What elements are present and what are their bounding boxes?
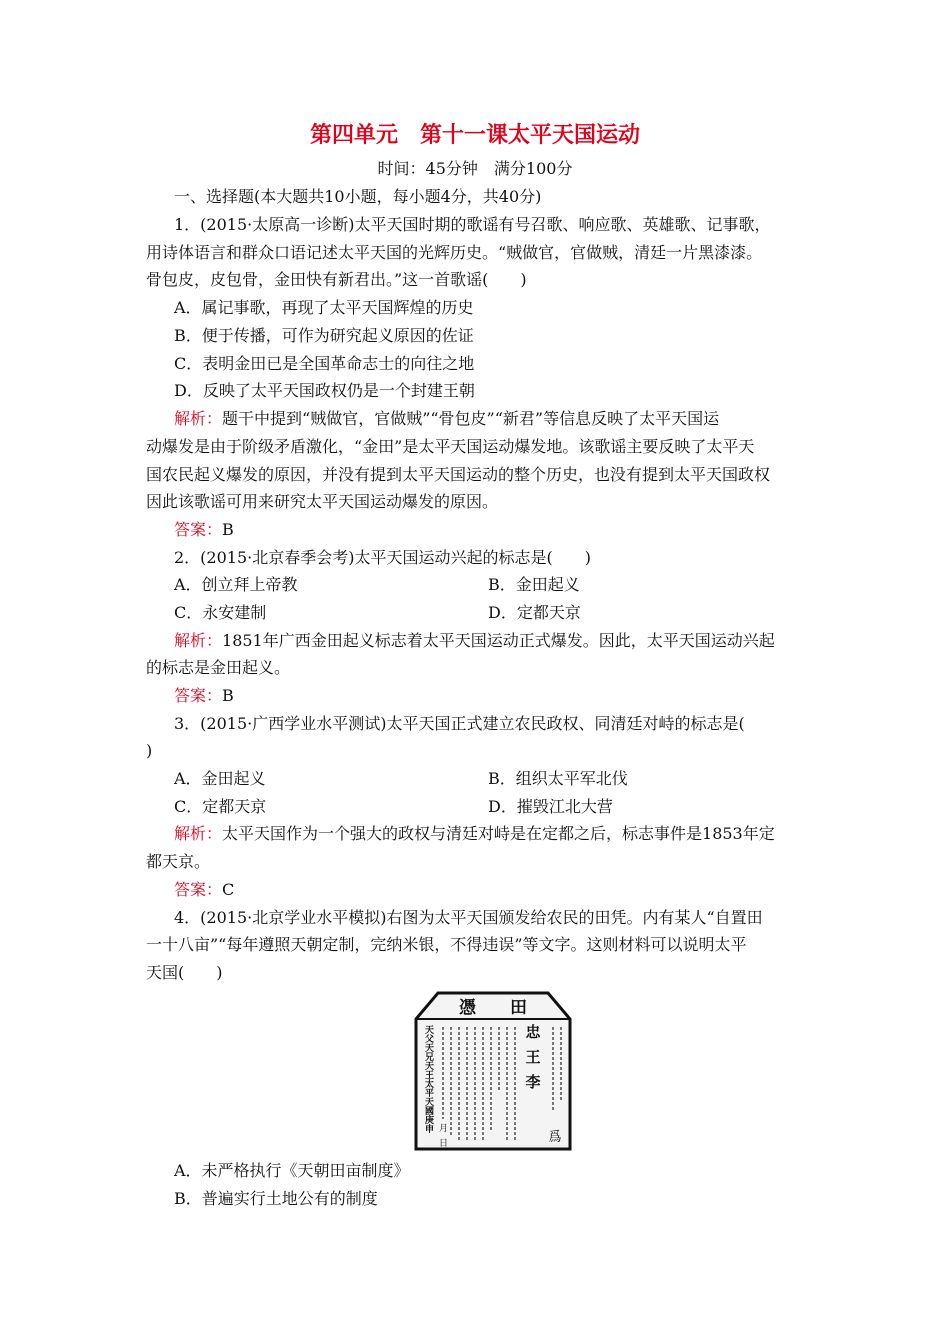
option-d: D．定都天京 [488, 603, 581, 622]
option-b: B．普遍实行土地公有的制度 [174, 1189, 378, 1208]
certificate-day: 日 [439, 1139, 449, 1149]
question-text: 3．(2015·广西学业水平测试)太平天国正式建立农民政权、同清廷对峙的标志是( [174, 714, 745, 733]
question-text: 4．(2015·北京学业水平模拟)右图为太平天国颁发给农民的田凭。内有某人“自置田 [174, 908, 763, 927]
page-subtitle: 时间：45分钟 满分100分 [377, 159, 573, 178]
question-text: 天国( ) [146, 963, 223, 982]
certificate-seal-char: 爲 [548, 1130, 562, 1145]
option-c: C．定都天京 [174, 797, 267, 816]
question-text: 2．(2015·北京春季会考)太平天国运动兴起的标志是( ) [174, 548, 591, 567]
option-b: B．金田起义 [488, 575, 580, 594]
answer-line [174, 879, 234, 901]
option-a: A．属记事歌，再现了太平天国辉煌的历史 [174, 298, 474, 317]
analysis-text: 的标志是金田起义。 [146, 658, 291, 677]
question-text: 1．(2015·太原高一诊断)太平天国时期的歌谣有号召歌、响应歌、英雄歌、记事歌， [174, 215, 771, 234]
analysis-line [174, 408, 719, 430]
answer-value: C [222, 880, 235, 899]
option-b: B．组织太平军北伐 [488, 769, 628, 788]
certificate-issuer: 忠王李 [525, 1023, 541, 1091]
option-a: A．未严格执行《天朝田亩制度》 [174, 1161, 410, 1180]
option-c: C．永安建制 [174, 603, 267, 622]
certificate-header: 憑 田 [459, 998, 527, 1018]
question-text: 用诗体语言和群众口语记述太平天国的光辉历史。“贼做官，官做贼，清廷一片黑漆漆。 [146, 243, 763, 262]
analysis-label: 解析： [174, 824, 223, 843]
analysis-line [174, 823, 775, 845]
answer-line [174, 519, 234, 541]
option-c: C．表明金田已是全国革命志士的向往之地 [174, 354, 475, 373]
analysis-text: 国农民起义爆发的原因，并没有提到太平天国运动的整个历史，也没有提到太平天国政权 [146, 465, 771, 484]
analysis-text: 动爆发是由于阶级矛盾激化，“金田”是太平天国运动爆发地。该歌谣主要反映了太平天 [146, 437, 755, 456]
option-d: D．摧毁江北大营 [488, 797, 613, 816]
answer-line [174, 685, 234, 707]
certificate-date-column: 天父天兄天王太平天國庚申 [425, 1026, 435, 1135]
option-a: A．创立拜上帝教 [174, 575, 298, 594]
answer-label: 答案： [174, 880, 223, 899]
option-b: B．便于传播，可作为研究起义原因的佐证 [174, 326, 474, 345]
question-text: 一十八亩”“每年遵照天朝定制，完纳米银，不得违误”等文字。这则材料可以说明太平 [146, 935, 747, 954]
analysis-text: 题干中提到“贼做官，官做贼”“骨包皮”“新君”等信息反映了太平天国运 [222, 409, 720, 428]
certificate-month: 月 [439, 1124, 449, 1134]
question-text: ) [146, 741, 153, 760]
land-certificate-image [413, 991, 573, 1151]
analysis-line [174, 630, 775, 652]
answer-value: B [222, 686, 234, 705]
answer-label: 答案： [174, 520, 223, 539]
analysis-text: 1851年广西金田起义标志着太平天国运动正式爆发。因此，太平天国运动兴起 [222, 631, 775, 650]
analysis-label: 解析： [174, 409, 223, 428]
option-a: A．金田起义 [174, 769, 266, 788]
answer-value: B [222, 520, 234, 539]
analysis-text: 太平天国作为一个强大的政权与清廷对峙是在定都之后，标志事件是1853年定 [222, 824, 775, 843]
question-text: 骨包皮，皮包骨，金田快有新君出。”这一首歌谣( ) [146, 270, 527, 289]
analysis-text: 都天京。 [146, 852, 211, 871]
section-heading: 一、选择题(本大题共10小题，每小题4分，共40分) [174, 187, 542, 206]
analysis-text: 因此该歌谣可用来研究太平天国运动爆发的原因。 [146, 492, 499, 511]
answer-label: 答案： [174, 686, 223, 705]
page-title: 第四单元 第十一课太平天国运动 [309, 123, 640, 148]
option-d: D．反映了太平天国政权仍是一个封建王朝 [174, 381, 475, 400]
analysis-label: 解析： [174, 631, 223, 650]
